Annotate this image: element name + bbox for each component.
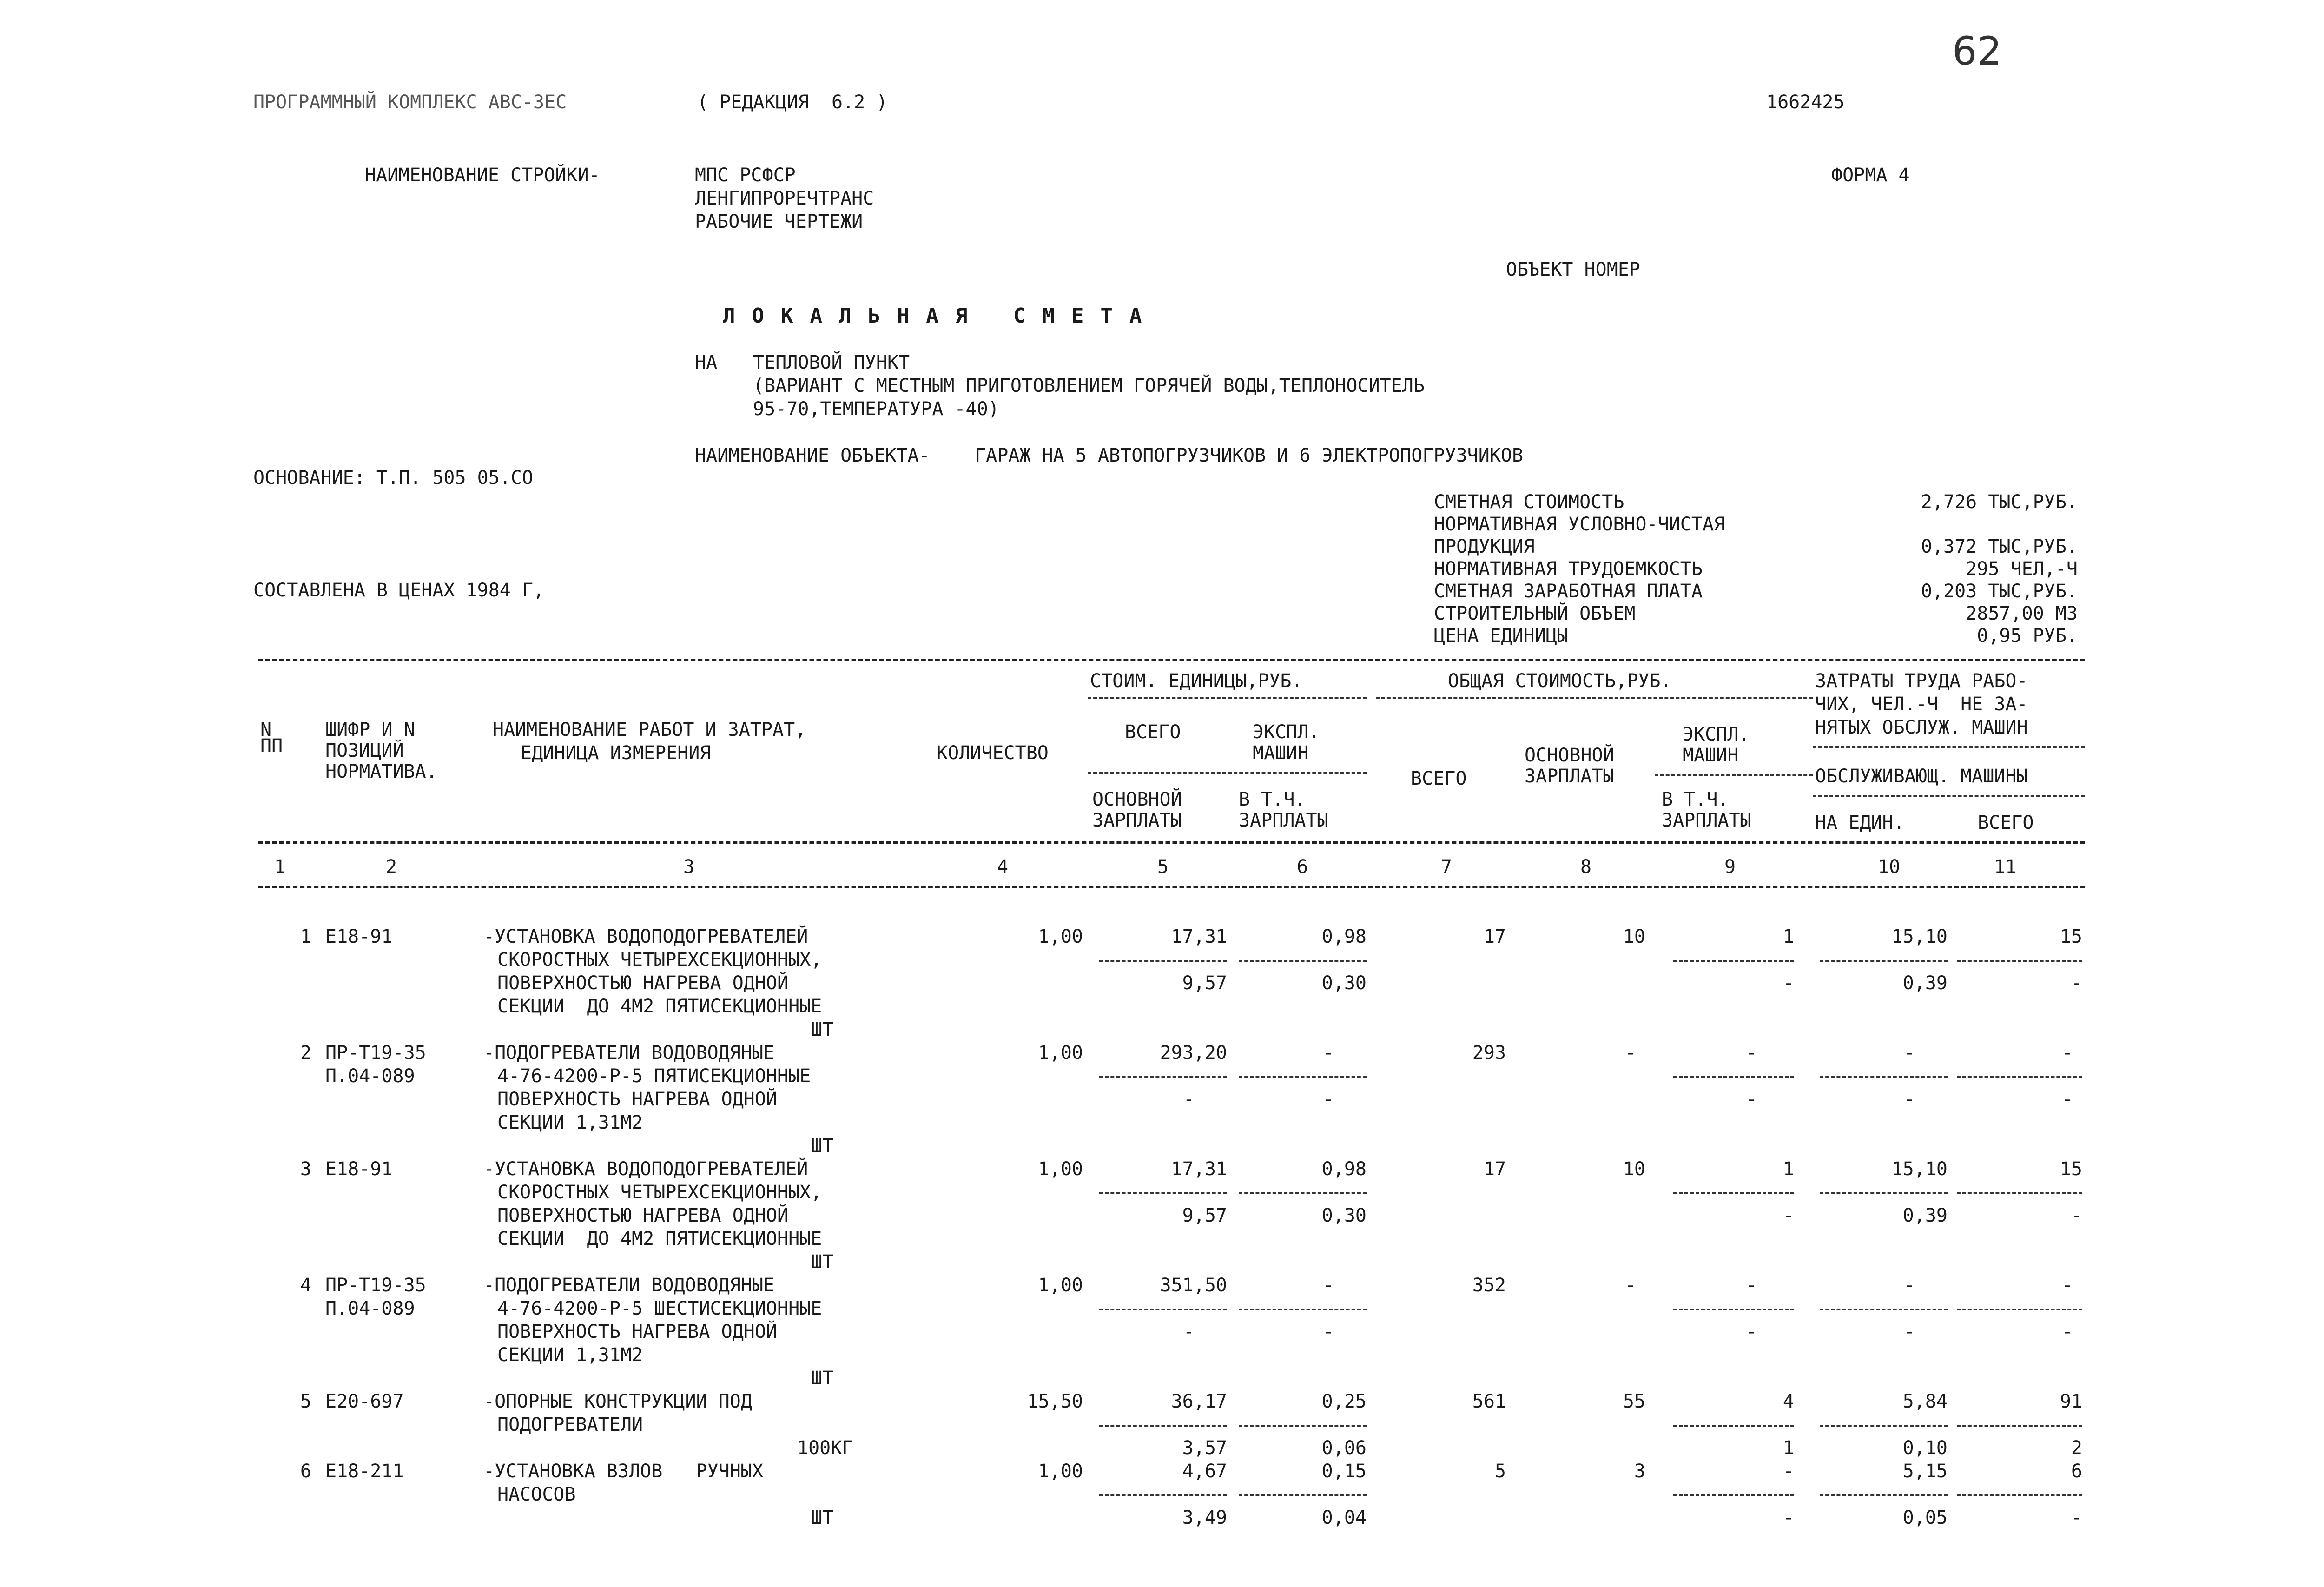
summary-label: НОРМАТИВНАЯ УСЛОВНО-ЧИСТАЯ xyxy=(1434,514,1725,535)
summary-label: ПРОДУКЦИЯ xyxy=(1434,536,1535,557)
row-name-line: СЕКЦИИ 1,31М2 xyxy=(497,1344,643,1366)
builder-line-3: РАБОЧИЕ ЧЕРТЕЖИ xyxy=(695,211,863,232)
labor-unit: - xyxy=(1903,1275,1915,1296)
summary-value: 0,95 РУБ. xyxy=(1977,625,2078,647)
value-rule xyxy=(1099,960,1227,962)
builder-label: НАИМЕНОВАНИЕ СТРОЙКИ- xyxy=(365,165,600,186)
total-cost-label: ОБЩАЯ СТОИМОСТЬ,РУБ. xyxy=(1448,670,1672,692)
total-wage: 10 xyxy=(1623,1158,1645,1180)
header-rule xyxy=(1655,774,1813,776)
value-rule xyxy=(1820,1192,1948,1194)
edition: ( РЕДАКЦИЯ 6.2 ) xyxy=(697,92,888,113)
header-rule xyxy=(1376,697,1813,699)
labor-total: 6 xyxy=(2071,1461,2082,1482)
total-wage: - xyxy=(1624,1042,1636,1064)
row-qty: 1,00 xyxy=(1038,1461,1083,1482)
row-name-line: СКОРОСТНЫХ ЧЕТЫРЕХСЕКЦИОННЫХ, xyxy=(497,1182,822,1203)
labor-service-unit: 0,39 xyxy=(1902,972,1948,994)
row-unit: ШТ xyxy=(811,1019,834,1040)
total-cost: 561 xyxy=(1472,1391,1506,1412)
value-rule xyxy=(1957,1425,2082,1427)
total-cost-wage-label: ЗАРПЛАТЫ xyxy=(1525,766,1614,787)
col-code-label: ПОЗИЦИЙ xyxy=(325,740,404,761)
builder-line-1: МПС РСФСР xyxy=(695,165,796,186)
value-rule xyxy=(1957,1309,2082,1310)
row-name-line: ПОВЕРХНОСТЬЮ НАГРЕВА ОДНОЙ xyxy=(497,1205,789,1226)
summary-label: СМЕТНАЯ ЗАРАБОТНАЯ ПЛАТА xyxy=(1434,581,1703,602)
labor-service-label: ОБСЛУЖИВАЮЩ. МАШИНЫ xyxy=(1815,766,2028,787)
labor-total: 15 xyxy=(2060,1158,2082,1180)
header-bottom-rule xyxy=(258,841,2085,844)
col-number: 6 xyxy=(1297,856,1308,878)
col-number: 2 xyxy=(386,856,397,878)
unit-cost-wage-label: ЗАРПЛАТЫ xyxy=(1092,810,1182,831)
row-name-line: -УСТАНОВКА ВЗЛОВ РУЧНЫХ xyxy=(483,1461,764,1482)
row-code: П.04-089 xyxy=(325,1298,415,1319)
total-cost-wage-label: ОСНОВНОЙ xyxy=(1525,745,1614,766)
unit-cost-wage: 9,57 xyxy=(1182,1205,1227,1226)
value-rule xyxy=(1099,1425,1227,1427)
row-name-line: -ПОДОГРЕВАТЕЛИ ВОДОВОДЯНЫЕ xyxy=(483,1275,775,1296)
value-rule xyxy=(1239,1192,1367,1194)
row-name-line: НАСОСОВ xyxy=(497,1484,576,1505)
value-rule xyxy=(1820,960,1948,962)
page-number: 62 xyxy=(1952,28,2002,74)
col-n-label: ПП xyxy=(260,735,283,757)
labor-service-total: - xyxy=(2071,972,2082,994)
row-unit: 100КГ xyxy=(797,1437,853,1459)
subject-line-1: ТЕПЛОВОЙ ПУНКТ xyxy=(753,352,910,373)
summary-value: 0,372 ТЫС,РУБ. xyxy=(1921,536,2078,557)
col-number: 7 xyxy=(1441,856,1452,878)
col-number: 9 xyxy=(1724,856,1736,878)
row-name-line: ПОДОГРЕВАТЕЛИ xyxy=(497,1414,643,1435)
row-code: Е18-91 xyxy=(325,1158,393,1180)
doc-number: 1662425 xyxy=(1766,92,1845,113)
summary-value: 2,726 ТЫС,РУБ. xyxy=(1921,491,2078,513)
labor-total: - xyxy=(2061,1275,2073,1296)
col-number: 8 xyxy=(1580,856,1592,878)
row-number: 5 xyxy=(300,1391,311,1412)
total-cost: 352 xyxy=(1472,1275,1506,1296)
unit-cost-total: 4,67 xyxy=(1182,1461,1227,1482)
labor-label: ЗАТРАТЫ ТРУДА РАБО- xyxy=(1815,670,2028,692)
labor-service-unit: 0,10 xyxy=(1902,1437,1948,1459)
labor-service-total: - xyxy=(2071,1507,2082,1528)
unit-cost-wage: 3,57 xyxy=(1182,1437,1227,1459)
row-unit: ШТ xyxy=(811,1251,834,1273)
col-name-label: ЕДИНИЦА ИЗМЕРЕНИЯ xyxy=(521,742,711,764)
value-rule xyxy=(1820,1076,1948,1078)
labor-unit: - xyxy=(1903,1042,1915,1064)
builder-line-2: ЛЕНГИПРОРЕЧТРАНС xyxy=(695,188,874,209)
value-rule xyxy=(1099,1192,1227,1194)
row-unit: ШТ xyxy=(811,1507,834,1528)
row-name-line: -УСТАНОВКА ВОДОПОДОГРЕВАТЕЛЕЙ xyxy=(483,926,808,947)
row-name-line: СЕКЦИИ 1,31М2 xyxy=(497,1112,643,1133)
unit-cost-total: 293,20 xyxy=(1160,1042,1227,1064)
value-rule xyxy=(1820,1494,1948,1496)
row-code: Е20-697 xyxy=(325,1391,404,1412)
value-rule xyxy=(1673,1309,1794,1310)
row-number: 6 xyxy=(300,1461,311,1482)
labor-total: 15 xyxy=(2060,926,2082,947)
labor-unit: 5,15 xyxy=(1902,1461,1948,1482)
summary-value: 295 ЧЕЛ,-Ч xyxy=(1966,558,2078,580)
unit-cost-total-label: ВСЕГО xyxy=(1125,721,1181,743)
unit-cost-total: 351,50 xyxy=(1160,1275,1227,1296)
total-incl-wage: - xyxy=(1783,1507,1794,1528)
labor-service-unit: 0,39 xyxy=(1902,1205,1948,1226)
col-name-label: НАИМЕНОВАНИЕ РАБОТ И ЗАТРАТ, xyxy=(493,719,806,741)
subject-line-2: (ВАРИАНТ С МЕСТНЫМ ПРИГОТОВЛЕНИЕМ ГОРЯЧЕЙ ВОДЫ,ТЕПЛОНОСИТЕЛЬ xyxy=(753,375,1425,397)
value-rule xyxy=(1820,1309,1948,1310)
on-label: НА xyxy=(695,352,718,373)
total-machine: 1 xyxy=(1783,1158,1794,1180)
total-wage: 3 xyxy=(1634,1461,1645,1482)
unit-cost-wage: 3,49 xyxy=(1182,1507,1227,1528)
unit-cost-machine-label: ЭКСПЛ. xyxy=(1253,721,1320,743)
total-wage: 55 xyxy=(1623,1391,1645,1412)
total-wage: - xyxy=(1624,1275,1636,1296)
labor-service-total: - xyxy=(2071,1205,2082,1226)
row-name-line: ПОВЕРХНОСТЬ НАГРЕВА ОДНОЙ xyxy=(497,1089,778,1110)
unit-cost-wage: - xyxy=(1183,1089,1195,1110)
basis: ОСНОВАНИЕ: Т.П. 505 05.СО xyxy=(253,467,534,489)
table-top-rule xyxy=(258,659,2085,661)
row-code: ПР-Т19-35 xyxy=(325,1042,426,1064)
value-rule xyxy=(1673,1494,1794,1496)
unit-cost-wage-label: ОСНОВНОЙ xyxy=(1092,789,1182,810)
value-rule xyxy=(1239,960,1367,962)
labor-service-total: - xyxy=(2061,1089,2073,1110)
value-rule xyxy=(1673,960,1794,962)
unit-cost-machine: 0,15 xyxy=(1321,1461,1367,1482)
unit-cost-incl-wage: 0,06 xyxy=(1321,1437,1367,1459)
row-qty: 1,00 xyxy=(1038,926,1083,947)
object-name: НАИМЕНОВАНИЕ ОБЪЕКТА- ГАРАЖ НА 5 АВТОПОГРУЗЧИКОВ И 6 ЭЛЕКТРОПОГРУЗЧИКОВ xyxy=(695,445,1524,466)
object-number: ОБЪЕКТ НОМЕР xyxy=(1506,259,1640,280)
value-rule xyxy=(1239,1494,1367,1496)
row-qty: 1,00 xyxy=(1038,1042,1083,1064)
row-code: Е18-91 xyxy=(325,926,393,947)
col-number: 10 xyxy=(1878,856,1901,878)
summary-label: СТРОИТЕЛЬНЫЙ ОБЪЕМ xyxy=(1434,603,1636,624)
total-machine: 4 xyxy=(1783,1391,1794,1412)
unit-cost-label: СТОИМ. ЕДИНИЦЫ,РУБ. xyxy=(1090,670,1303,692)
col-number: 3 xyxy=(683,856,695,878)
row-number: 4 xyxy=(300,1275,311,1296)
value-rule xyxy=(1099,1494,1227,1496)
labor-service-unit: - xyxy=(1903,1089,1915,1110)
row-qty: 1,00 xyxy=(1038,1158,1083,1180)
labor-label: НЯТЫХ ОБСЛУЖ. МАШИН xyxy=(1815,717,2028,738)
value-rule xyxy=(1239,1309,1367,1310)
summary-label: НОРМАТИВНАЯ ТРУДОЕМКОСТЬ xyxy=(1434,558,1703,580)
total-cost-machine-label: ЭКСПЛ. xyxy=(1683,724,1750,745)
summary-label: СМЕТНАЯ СТОИМОСТЬ xyxy=(1434,491,1624,513)
labor-service-unit: - xyxy=(1903,1321,1915,1342)
total-incl-wage: - xyxy=(1783,972,1794,994)
row-name-line: -ПОДОГРЕВАТЕЛИ ВОДОВОДЯНЫЕ xyxy=(483,1042,775,1064)
labor-total-label: ВСЕГО xyxy=(1978,812,2034,833)
value-rule xyxy=(1099,1076,1227,1078)
software-name: ПРОГРАММНЫЙ КОМПЛЕКС АВС-3ЕС xyxy=(253,92,567,113)
unit-cost-wage: 9,57 xyxy=(1182,972,1227,994)
value-rule xyxy=(1957,1076,2082,1078)
col-number: 11 xyxy=(1994,856,2017,878)
labor-service-total: - xyxy=(2061,1321,2073,1342)
value-rule xyxy=(1673,1192,1794,1194)
total-cost: 17 xyxy=(1483,926,1506,947)
col-number: 1 xyxy=(274,856,286,878)
total-machine: - xyxy=(1783,1461,1794,1482)
total-cost-total-label: ВСЕГО xyxy=(1411,768,1467,789)
col-code-label: НОРМАТИВА. xyxy=(325,761,437,782)
row-number: 1 xyxy=(300,926,311,947)
labor-service-unit: 0,05 xyxy=(1902,1507,1948,1528)
unit-cost-incl-label: В Т.Ч. xyxy=(1239,789,1306,810)
header-rule xyxy=(1813,795,2085,797)
labor-unit: 15,10 xyxy=(1891,926,1948,947)
total-cost: 17 xyxy=(1483,1158,1506,1180)
subject-line-3: 95-70,ТЕМПЕРАТУРА -40) xyxy=(753,398,999,420)
row-qty: 15,50 xyxy=(1027,1391,1083,1412)
header-rule xyxy=(1088,772,1367,774)
labor-unit: 15,10 xyxy=(1891,1158,1948,1180)
summary-label: ЦЕНА ЕДИНИЦЫ xyxy=(1434,625,1568,647)
total-incl-wage: 1 xyxy=(1783,1437,1794,1459)
row-number: 3 xyxy=(300,1158,311,1180)
row-name-line: СКОРОСТНЫХ ЧЕТЫРЕХСЕКЦИОННЫХ, xyxy=(497,949,822,971)
unit-cost-total: 36,17 xyxy=(1171,1391,1227,1412)
labor-label: ЧИХ, ЧЕЛ.-Ч НЕ ЗА- xyxy=(1815,694,2028,715)
compiled-in-prices: СОСТАВЛЕНА В ЦЕНАХ 1984 Г, xyxy=(253,580,545,601)
labor-total: 91 xyxy=(2060,1391,2082,1412)
row-number: 2 xyxy=(300,1042,311,1064)
row-code: ПР-Т19-35 xyxy=(325,1275,426,1296)
unit-cost-total: 17,31 xyxy=(1171,926,1227,947)
total-cost-incl-label: ЗАРПЛАТЫ xyxy=(1662,810,1751,831)
total-cost: 293 xyxy=(1472,1042,1506,1064)
value-rule xyxy=(1099,1309,1227,1310)
value-rule xyxy=(1957,1192,2082,1194)
row-code: П.04-089 xyxy=(325,1065,415,1087)
value-rule xyxy=(1239,1076,1367,1078)
value-rule xyxy=(1239,1425,1367,1427)
row-unit: ШТ xyxy=(811,1368,834,1389)
total-machine: 1 xyxy=(1783,926,1794,947)
labor-service-total: 2 xyxy=(2071,1437,2082,1459)
header-rule xyxy=(1813,746,2085,748)
row-name-line: -УСТАНОВКА ВОДОПОДОГРЕВАТЕЛЕЙ xyxy=(483,1158,808,1180)
total-incl-wage: - xyxy=(1745,1089,1757,1110)
unit-cost-machine: 0,98 xyxy=(1321,1158,1367,1180)
unit-cost-incl-wage: 0,30 xyxy=(1321,972,1367,994)
row-name-line: ПОВЕРХНОСТЬ НАГРЕВА ОДНОЙ xyxy=(497,1321,778,1342)
col-qty-label: КОЛИЧЕСТВО xyxy=(937,742,1049,764)
unit-cost-machine: - xyxy=(1322,1042,1334,1064)
total-cost: 5 xyxy=(1494,1461,1506,1482)
form-label: ФОРМА 4 xyxy=(1831,165,1910,186)
unit-cost-incl-label: ЗАРПЛАТЫ xyxy=(1239,810,1328,831)
total-machine: - xyxy=(1745,1275,1757,1296)
row-code: Е18-211 xyxy=(325,1461,404,1482)
labor-unit: 5,84 xyxy=(1902,1391,1948,1412)
unit-cost-machine-label: МАШИН xyxy=(1253,742,1309,764)
row-name-line: -ОПОРНЫЕ КОНСТРУКЦИИ ПОД xyxy=(483,1391,752,1412)
labor-total: - xyxy=(2061,1042,2073,1064)
document-title: ЛОКАЛЬНАЯ СМЕТА xyxy=(723,304,1159,328)
col-code-label: ШИФР И N xyxy=(325,719,415,741)
unit-cost-machine: 0,98 xyxy=(1321,926,1367,947)
unit-cost-machine: - xyxy=(1322,1275,1334,1296)
col-n-label: N xyxy=(260,719,272,741)
summary-value: 0,203 ТЫС,РУБ. xyxy=(1921,581,2078,602)
unit-cost-wage: - xyxy=(1183,1321,1195,1342)
summary-value: 2857,00 М3 xyxy=(1966,603,2078,624)
labor-unit-label: НА ЕДИН. xyxy=(1815,812,1905,833)
unit-cost-incl-wage: - xyxy=(1322,1321,1334,1342)
total-incl-wage: - xyxy=(1783,1205,1794,1226)
value-rule xyxy=(1957,960,2082,962)
row-name-line: СЕКЦИИ ДО 4М2 ПЯТИСЕКЦИОННЫЕ xyxy=(497,996,822,1017)
row-qty: 1,00 xyxy=(1038,1275,1083,1296)
row-name-line: ПОВЕРХНОСТЬЮ НАГРЕВА ОДНОЙ xyxy=(497,972,789,994)
row-unit: ШТ xyxy=(811,1135,834,1157)
value-rule xyxy=(1673,1076,1794,1078)
numbers-bottom-rule xyxy=(258,886,2085,888)
value-rule xyxy=(1673,1425,1794,1427)
value-rule xyxy=(1957,1494,2082,1496)
header-rule xyxy=(1088,697,1367,699)
col-number: 4 xyxy=(997,856,1009,878)
value-rule xyxy=(1820,1425,1948,1427)
row-name-line: 4-76-4200-Р-5 ПЯТИСЕКЦИОННЫЕ xyxy=(497,1065,811,1087)
row-name-line: 4-76-4200-Р-5 ШЕСТИСЕКЦИОННЫЕ xyxy=(497,1298,822,1319)
total-incl-wage: - xyxy=(1745,1321,1757,1342)
unit-cost-incl-wage: 0,04 xyxy=(1321,1507,1367,1528)
unit-cost-incl-wage: - xyxy=(1322,1089,1334,1110)
unit-cost-incl-wage: 0,30 xyxy=(1321,1205,1367,1226)
total-wage: 10 xyxy=(1623,926,1645,947)
row-name-line: СЕКЦИИ ДО 4М2 ПЯТИСЕКЦИОННЫЕ xyxy=(497,1228,822,1250)
total-cost-machine-label: МАШИН xyxy=(1683,745,1739,766)
total-machine: - xyxy=(1745,1042,1757,1064)
unit-cost-total: 17,31 xyxy=(1171,1158,1227,1180)
total-cost-incl-label: В Т.Ч. xyxy=(1662,789,1729,810)
col-number: 5 xyxy=(1157,856,1169,878)
unit-cost-machine: 0,25 xyxy=(1321,1391,1367,1412)
